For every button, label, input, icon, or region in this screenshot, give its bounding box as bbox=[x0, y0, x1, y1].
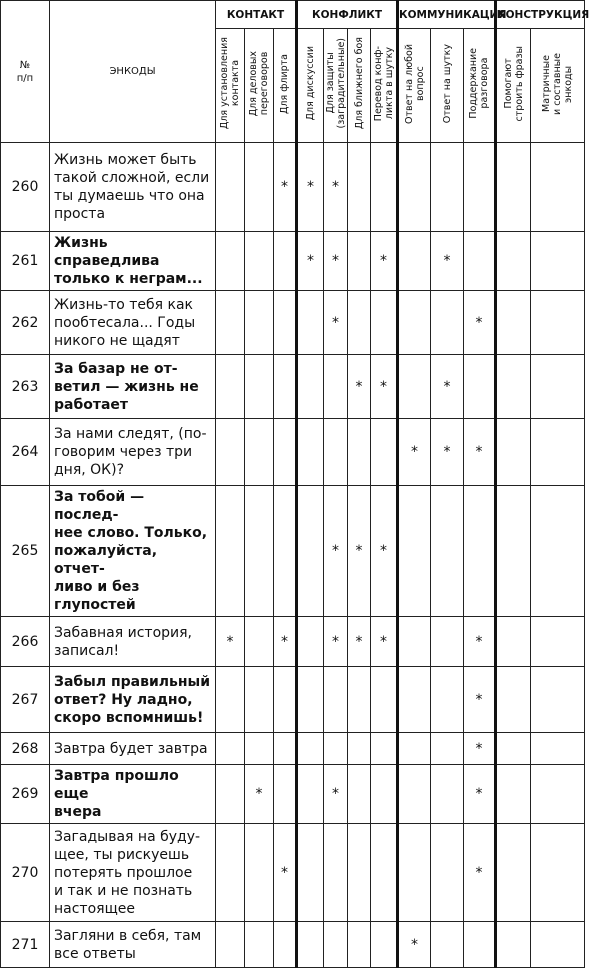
mark-cell bbox=[274, 922, 297, 968]
encode-phrase: Забавная история, записал! bbox=[50, 617, 216, 667]
encode-phrase: За тобой — послед- нее слово. Только, пожалуйста, отчет- ливо и без глупостей bbox=[50, 486, 216, 617]
col-header-label: Для ближнего боя bbox=[353, 37, 365, 130]
group-contact: КОНТАКТ bbox=[216, 1, 297, 29]
mark-cell bbox=[496, 232, 531, 291]
mark-cell bbox=[297, 355, 324, 419]
table-row bbox=[1, 617, 585, 667]
mark-cell bbox=[274, 667, 297, 733]
mark-cell bbox=[216, 765, 245, 824]
group-conflict: КОНФЛИКТ bbox=[297, 1, 398, 29]
mark-cell bbox=[464, 232, 496, 291]
col-header bbox=[324, 29, 348, 143]
mark-cell: * bbox=[348, 617, 371, 667]
mark-cell bbox=[216, 733, 245, 765]
encode-phrase: За нами следят, (по- говорим через три дня, ОК)? bbox=[50, 419, 216, 486]
encode-column-header bbox=[50, 1, 216, 143]
mark-cell: * bbox=[324, 291, 348, 355]
mark-cell bbox=[371, 143, 398, 232]
mark-cell bbox=[371, 733, 398, 765]
mark-cell bbox=[398, 143, 431, 232]
mark-cell bbox=[371, 824, 398, 922]
mark-cell bbox=[531, 291, 585, 355]
mark-cell bbox=[348, 824, 371, 922]
mark-cell bbox=[431, 617, 464, 667]
mark-cell bbox=[531, 667, 585, 733]
mark-cell: * bbox=[464, 419, 496, 486]
mark-cell bbox=[431, 667, 464, 733]
mark-cell bbox=[274, 486, 297, 617]
number-header-label: № п/п bbox=[16, 59, 34, 84]
table-row bbox=[1, 419, 585, 486]
mark-cell bbox=[245, 355, 274, 419]
mark-cell: * bbox=[324, 617, 348, 667]
mark-cell: * bbox=[216, 617, 245, 667]
mark-cell bbox=[496, 291, 531, 355]
mark-cell bbox=[496, 617, 531, 667]
row-number: 266 bbox=[1, 617, 50, 667]
mark-cell bbox=[348, 143, 371, 232]
row-number: 267 bbox=[1, 667, 50, 733]
mark-cell bbox=[398, 824, 431, 922]
mark-cell bbox=[496, 765, 531, 824]
col-header-label: Ответ на шутку bbox=[441, 43, 453, 124]
mark-cell bbox=[496, 922, 531, 968]
mark-cell bbox=[245, 824, 274, 922]
mark-cell bbox=[297, 733, 324, 765]
row-number: 260 bbox=[1, 143, 50, 232]
mark-cell bbox=[297, 667, 324, 733]
mark-cell bbox=[464, 486, 496, 617]
table-row bbox=[1, 824, 585, 922]
mark-cell bbox=[496, 824, 531, 922]
mark-cell bbox=[431, 765, 464, 824]
row-number: 269 bbox=[1, 765, 50, 824]
row-number: 265 bbox=[1, 486, 50, 617]
col-header-label: Матричные и составные энкоды bbox=[541, 52, 575, 115]
mark-cell bbox=[274, 419, 297, 486]
mark-cell: * bbox=[324, 232, 348, 291]
mark-cell bbox=[348, 922, 371, 968]
mark-cell: * bbox=[464, 617, 496, 667]
col-header-label: Поддержание разговора bbox=[468, 48, 491, 119]
col-header-label: Ответ на любой вопрос bbox=[403, 43, 426, 124]
mark-cell: * bbox=[398, 922, 431, 968]
mark-cell bbox=[464, 922, 496, 968]
mark-cell bbox=[245, 232, 274, 291]
col-header-label: Для дискуссии bbox=[305, 46, 316, 121]
mark-cell: * bbox=[348, 486, 371, 617]
mark-cell: * bbox=[464, 733, 496, 765]
mark-cell bbox=[496, 355, 531, 419]
mark-cell bbox=[324, 922, 348, 968]
row-number: 262 bbox=[1, 291, 50, 355]
mark-cell bbox=[245, 617, 274, 667]
mark-cell bbox=[348, 291, 371, 355]
col-header bbox=[371, 29, 398, 143]
mark-cell bbox=[297, 486, 324, 617]
mark-cell bbox=[531, 143, 585, 232]
mark-cell bbox=[245, 486, 274, 617]
col-header bbox=[216, 29, 245, 143]
col-header bbox=[274, 29, 297, 143]
row-number: 264 bbox=[1, 419, 50, 486]
col-header bbox=[245, 29, 274, 143]
mark-cell bbox=[348, 765, 371, 824]
mark-cell bbox=[245, 667, 274, 733]
mark-cell bbox=[324, 355, 348, 419]
mark-cell bbox=[348, 667, 371, 733]
encode-phrase: Жизнь-то тебя как пообтесала... Годы никого не щадят bbox=[50, 291, 216, 355]
encode-header-label: ЭНКОДЫ bbox=[109, 66, 156, 77]
group-construction: КОНСТРУКЦИЯ bbox=[496, 1, 585, 29]
table-row bbox=[1, 733, 585, 765]
mark-cell: * bbox=[348, 355, 371, 419]
mark-cell bbox=[297, 922, 324, 968]
mark-cell bbox=[216, 232, 245, 291]
mark-cell: * bbox=[464, 824, 496, 922]
mark-cell bbox=[531, 824, 585, 922]
mark-cell bbox=[371, 765, 398, 824]
col-header-label: Для установления контакта bbox=[219, 37, 241, 130]
mark-cell bbox=[398, 486, 431, 617]
mark-cell: * bbox=[324, 486, 348, 617]
mark-cell bbox=[245, 922, 274, 968]
mark-cell: * bbox=[274, 824, 297, 922]
mark-cell: * bbox=[371, 486, 398, 617]
row-number: 263 bbox=[1, 355, 50, 419]
row-number: 271 bbox=[1, 922, 50, 968]
encode-phrase: Жизнь может быть такой сложной, если ты думаешь что она проста bbox=[50, 143, 216, 232]
mark-cell: * bbox=[431, 355, 464, 419]
table-body bbox=[1, 143, 585, 968]
mark-cell bbox=[297, 419, 324, 486]
mark-cell bbox=[398, 617, 431, 667]
mark-cell bbox=[274, 291, 297, 355]
mark-cell bbox=[324, 419, 348, 486]
mark-cell bbox=[216, 922, 245, 968]
row-number: 270 bbox=[1, 824, 50, 922]
mark-cell bbox=[371, 291, 398, 355]
mark-cell bbox=[371, 419, 398, 486]
col-header-label: Для защиты (заградительные) bbox=[324, 38, 347, 129]
table-row bbox=[1, 355, 585, 419]
row-number: 268 bbox=[1, 733, 50, 765]
col-header bbox=[398, 29, 431, 143]
col-header-label: Для деловых переговоров bbox=[248, 50, 270, 117]
mark-cell bbox=[398, 667, 431, 733]
mark-cell bbox=[245, 143, 274, 232]
mark-cell bbox=[398, 765, 431, 824]
mark-cell bbox=[216, 824, 245, 922]
mark-cell bbox=[324, 733, 348, 765]
mark-cell bbox=[297, 617, 324, 667]
mark-cell bbox=[216, 355, 245, 419]
mark-cell bbox=[371, 922, 398, 968]
table-row bbox=[1, 232, 585, 291]
mark-cell bbox=[274, 765, 297, 824]
mark-cell bbox=[431, 486, 464, 617]
mark-cell bbox=[297, 765, 324, 824]
mark-cell bbox=[496, 143, 531, 232]
mark-cell bbox=[324, 667, 348, 733]
mark-cell bbox=[274, 733, 297, 765]
mark-cell bbox=[431, 922, 464, 968]
mark-cell bbox=[531, 355, 585, 419]
mark-cell bbox=[398, 355, 431, 419]
mark-cell bbox=[531, 733, 585, 765]
encode-phrase: Завтра прошло еще вчера bbox=[50, 765, 216, 824]
mark-cell: * bbox=[464, 291, 496, 355]
mark-cell bbox=[216, 667, 245, 733]
col-header-label: Помогают строить фразы bbox=[502, 45, 525, 122]
table-row bbox=[1, 667, 585, 733]
mark-cell bbox=[216, 291, 245, 355]
table-row bbox=[1, 765, 585, 824]
col-header-label: Для флирта bbox=[279, 53, 290, 114]
mark-cell bbox=[398, 232, 431, 291]
mark-cell: * bbox=[464, 667, 496, 733]
mark-cell bbox=[216, 419, 245, 486]
col-header-label: Перевод конф- ликта в шутку bbox=[372, 45, 395, 122]
mark-cell bbox=[297, 824, 324, 922]
mark-cell: * bbox=[431, 419, 464, 486]
mark-cell bbox=[348, 419, 371, 486]
mark-cell bbox=[496, 733, 531, 765]
mark-cell: * bbox=[324, 765, 348, 824]
table-row bbox=[1, 486, 585, 617]
mark-cell bbox=[245, 291, 274, 355]
mark-cell bbox=[431, 824, 464, 922]
mark-cell bbox=[531, 765, 585, 824]
mark-cell bbox=[431, 291, 464, 355]
row-number: 261 bbox=[1, 232, 50, 291]
encode-phrase: Забыл правильный ответ? Ну ладно, скоро вспомнишь! bbox=[50, 667, 216, 733]
mark-cell bbox=[216, 143, 245, 232]
encode-phrase: За базар не от- ветил — жизнь не работает bbox=[50, 355, 216, 419]
encode-phrase: Загляни в себя, там все ответы bbox=[50, 922, 216, 968]
group-communication: КОММУНИКАЦИЯ bbox=[398, 1, 496, 29]
mark-cell bbox=[531, 922, 585, 968]
mark-cell bbox=[274, 232, 297, 291]
mark-cell bbox=[398, 291, 431, 355]
encode-phrase: Загадывая на буду- щее, ты рискуешь потерять прошлое и так и не познать настоящее bbox=[50, 824, 216, 922]
mark-cell: * bbox=[398, 419, 431, 486]
mark-cell bbox=[496, 486, 531, 617]
mark-cell bbox=[531, 617, 585, 667]
mark-cell: * bbox=[274, 143, 297, 232]
mark-cell bbox=[496, 667, 531, 733]
group-header-row bbox=[1, 1, 585, 29]
mark-cell bbox=[245, 733, 274, 765]
mark-cell bbox=[531, 486, 585, 617]
encode-phrase: Жизнь справедлива только к неграм... bbox=[50, 232, 216, 291]
col-header bbox=[297, 29, 324, 143]
mark-cell: * bbox=[371, 355, 398, 419]
mark-cell: * bbox=[371, 617, 398, 667]
mark-cell bbox=[464, 143, 496, 232]
encode-phrase: Завтра будет завтра bbox=[50, 733, 216, 765]
table-row bbox=[1, 143, 585, 232]
mark-cell bbox=[431, 143, 464, 232]
col-header bbox=[496, 29, 531, 143]
mark-cell: * bbox=[324, 143, 348, 232]
col-header bbox=[531, 29, 585, 143]
table-row bbox=[1, 291, 585, 355]
mark-cell bbox=[431, 733, 464, 765]
col-header bbox=[431, 29, 464, 143]
mark-cell bbox=[348, 733, 371, 765]
mark-cell bbox=[531, 419, 585, 486]
col-header bbox=[464, 29, 496, 143]
table-row bbox=[1, 922, 585, 968]
mark-cell bbox=[324, 824, 348, 922]
mark-cell: * bbox=[431, 232, 464, 291]
mark-cell bbox=[245, 419, 274, 486]
mark-cell: * bbox=[464, 765, 496, 824]
mark-cell bbox=[274, 355, 297, 419]
number-column-header bbox=[1, 1, 50, 143]
mark-cell bbox=[348, 232, 371, 291]
mark-cell bbox=[297, 291, 324, 355]
mark-cell bbox=[216, 486, 245, 617]
mark-cell: * bbox=[297, 143, 324, 232]
mark-cell: * bbox=[371, 232, 398, 291]
mark-cell bbox=[464, 355, 496, 419]
mark-cell bbox=[496, 419, 531, 486]
mark-cell: * bbox=[245, 765, 274, 824]
mark-cell: * bbox=[297, 232, 324, 291]
col-header bbox=[348, 29, 371, 143]
mark-cell bbox=[398, 733, 431, 765]
mark-cell: * bbox=[274, 617, 297, 667]
mark-cell bbox=[371, 667, 398, 733]
mark-cell bbox=[531, 232, 585, 291]
